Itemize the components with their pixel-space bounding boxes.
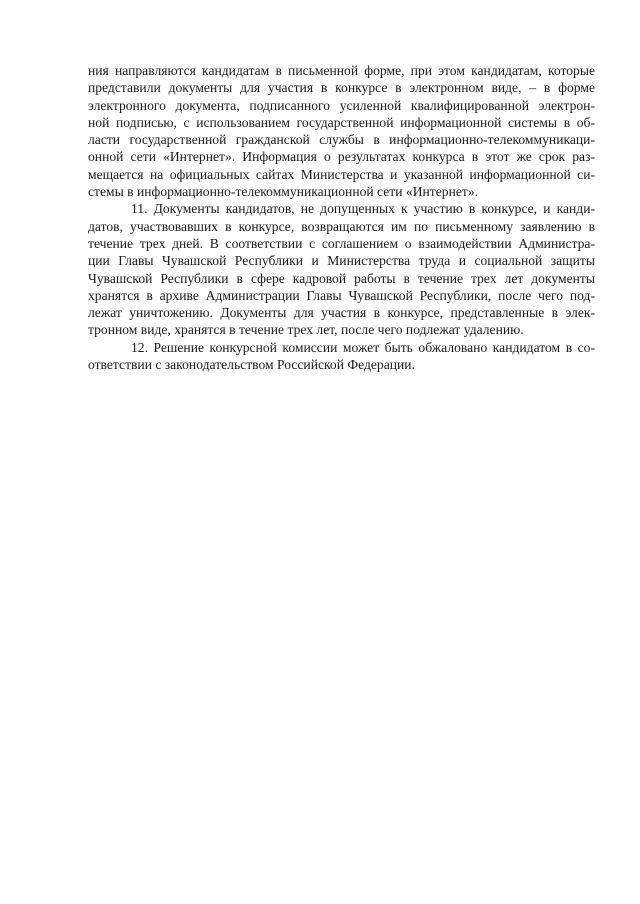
text-line: течение трех дней. В соответствии с соглашением о взаимодействии Администра-	[88, 235, 595, 251]
text-line: ной подписью, с использованием государственной информационной системы в об-	[88, 114, 595, 130]
text-line: 11. Документы кандидатов, не допущенных к участию в конкурсе, и канди-	[131, 201, 595, 217]
text-line: ции Главы Чувашской Республики и Министерства труда и социальной защиты	[88, 253, 595, 269]
paragraph-12	[88, 339, 595, 374]
text-line: 12. Решение конкурсной комиссии может быть обжаловано кандидатом в со-	[131, 339, 595, 355]
paragraph-continuation	[88, 62, 595, 200]
text-line: электронного документа, подписанного усиленной квалифицированной электрон-	[88, 97, 595, 113]
text-line: онной сети «Интернет». Информация о результатах конкурса в этот же срок раз-	[88, 149, 595, 165]
paragraph-11	[88, 200, 595, 338]
text-line: ния направляются кандидатам в письменной форме, при этом кандидатам, которые	[88, 63, 595, 78]
text-line: хранятся в архиве Администрации Главы Чувашской Республики, после чего под-	[88, 287, 595, 303]
text-line: ответствии с законодательством Российской Федерации.	[88, 357, 415, 373]
text-line: Чувашской Республики в сфере кадровой работы в течение трех лет документы	[88, 270, 595, 286]
text-line: лежат уничтожению. Документы для участия в конкурсе, представленные в элек-	[88, 305, 595, 321]
document-body	[88, 62, 595, 373]
text-line: представили документы для участия в конкурсе в электронном виде, – в форме	[88, 80, 595, 96]
text-line: тронном виде, хранятся в течение трех лет, после чего подлежат удалению.	[88, 322, 524, 338]
text-line: стемы в информационно-телекоммуникационной сети «Интернет».	[88, 184, 479, 200]
text-line: датов, участвовавших в конкурсе, возвращаются им по письменному заявлению в	[88, 218, 595, 234]
text-line: мещается на официальных сайтах Министерства и указанной информационной си-	[88, 166, 595, 182]
text-line: ласти государственной гражданской службы в информационно-телекоммуникаци-	[88, 132, 595, 148]
